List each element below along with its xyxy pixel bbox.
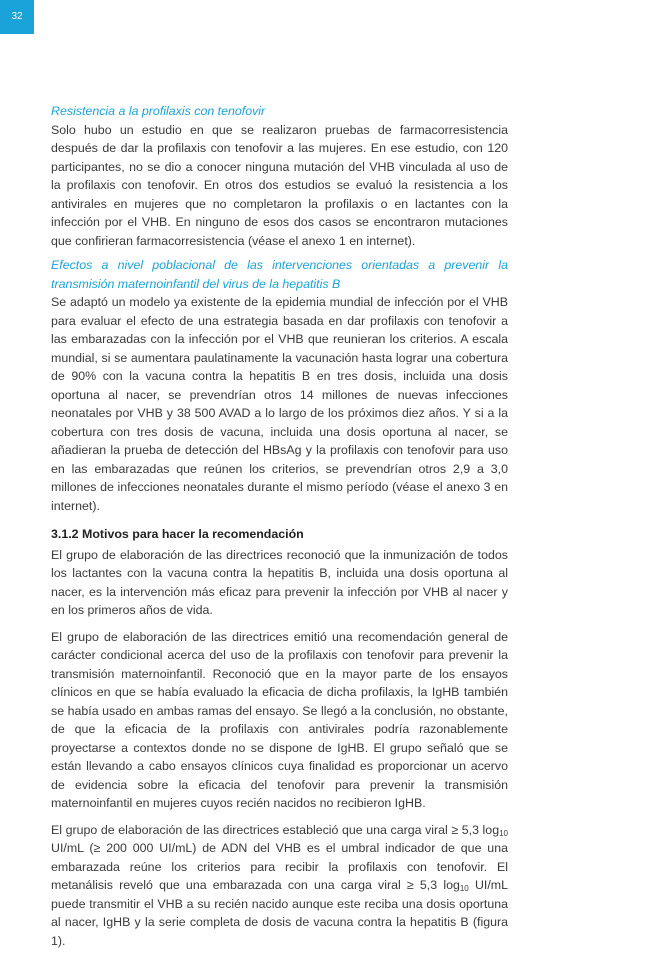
log-subscript: 10 [499, 828, 508, 838]
section-population-effects [51, 256, 508, 515]
resistance-subheading: Resistencia a la profilaxis con tenofovir [51, 104, 266, 118]
page-number: 32 [11, 11, 23, 22]
section-resistance [51, 102, 508, 250]
reasons-paragraph-2: El grupo de elaboración de las directrices emitió una recomendación general de carácter condicional acerca del uso de la profilaxis con tenofovir para prevenir la transmisión maternoinfantil. Reconoció que en la mayor parte de los ensayos clínicos en que se había evaluado la eficacia de dicha profilaxis, la IgHB también se había usado en ambas ramas del ensayo. Se llegó a la conclusión, no obstante, de que la eficacia de la profilaxis con antivirales podría razonablemente proyectarse a contextos donde no se dispone de IgHB. El grupo señaló que se están llevando a cabo ensayos clínicos cuya finalidad es proporcionar un acervo de evidencia sobre la eficacia del tenofovir para prevenir la transmisión maternoinfantil en mujeres cuyos recién nacidos no recibieron IgHB. [51, 629, 508, 810]
reasons-paragraph-3 [51, 821, 508, 951]
log-subscript: 10 [459, 884, 469, 893]
page-number-badge [0, 0, 34, 34]
population-effects-subheading: Efectos a nivel poblacional de las intervenciones orientadas a prevenir la transmisión maternoinfantil del virus de la hepatitis B [51, 258, 508, 291]
page-content [51, 102, 508, 950]
population-effects-paragraph: Se adaptó un modelo ya existente de la epidemia mundial de infección por el VHB para evaluar el efecto de una estrategia basada en dar profilaxis con tenofovir a las embarazadas con la infección por el VHB que reunieran los criterios. A escala mundial, si se aumentara paulatinamente la vacunación hasta lograr una cobertura de 90% con la vacuna contra la hepatitis B en tres dosis, incluida una dosis oportuna al nacer, se prevendrían otros 14 millones de nuevas infecciones neonatales por VHB y 38 500 AVAD a lo largo de los próximos diez años. Y si a la cobertura con tres dosis de vacuna, incluida una dosis oportuna al nacer, se añadieran la prueba de detección del HBsAg y la profilaxis con tenofovir para uso en las embarazadas que reúnen los criterios, se prevendrían otros 2,9 a 3,0 millones de infecciones neonatales durante el mismo período (véase el anexo 3 en internet). [51, 295, 508, 513]
resistance-paragraph: Solo hubo un estudio en que se realizaron pruebas de farmacorresistencia después de dar la profilaxis con tenofovir a las mujeres. En ese estudio, con 120 participantes, no se dio a conocer ninguna mutación del VHB vinculada al uso de la profilaxis con tenofovir. En otros dos estudios se evaluó la resistencia a los antivirales en mujeres que no completaron la profilaxis o en lactantes con la infección por el VHB. En ninguno de esos dos casos se encontraron mutaciones que confirieran farmacorresistencia (véase el anexo 1 en internet). [51, 122, 508, 248]
section-heading: 3.1.2 Motivos para hacer la recomendación [51, 527, 304, 541]
section-reasons [51, 525, 508, 950]
p3-text-b: UI/mL (≥ 200 000 UI/mL) de ADN del VHB es el umbral indicador de que una embarazada reúne los criterios para recibir la profilaxis con tenofovir. El metanálisis reveló que una embarazada con una carga viral ≥ 5,3 log [51, 841, 508, 892]
reasons-paragraph-1: El grupo de elaboración de las directrices reconoció que la inmunización de todos los lactantes con la vacuna contra la hepatitis B, incluida una dosis oportuna al nacer, es la intervención más eficaz para prevenir la infección por VHB al nacer y en los primeros años de vida. [51, 547, 508, 617]
p3-text-a: El grupo de elaboración de las directrices estableció que una carga viral ≥ 5,3 log [51, 822, 500, 837]
p3-text-c: UI/mL puede transmitir el VHB a su recién nacido aunque este reciba una dosis oportuna al nacer, IgHB y la serie completa de dosis de vacuna contra la hepatitis B (figura 1). [51, 878, 508, 948]
